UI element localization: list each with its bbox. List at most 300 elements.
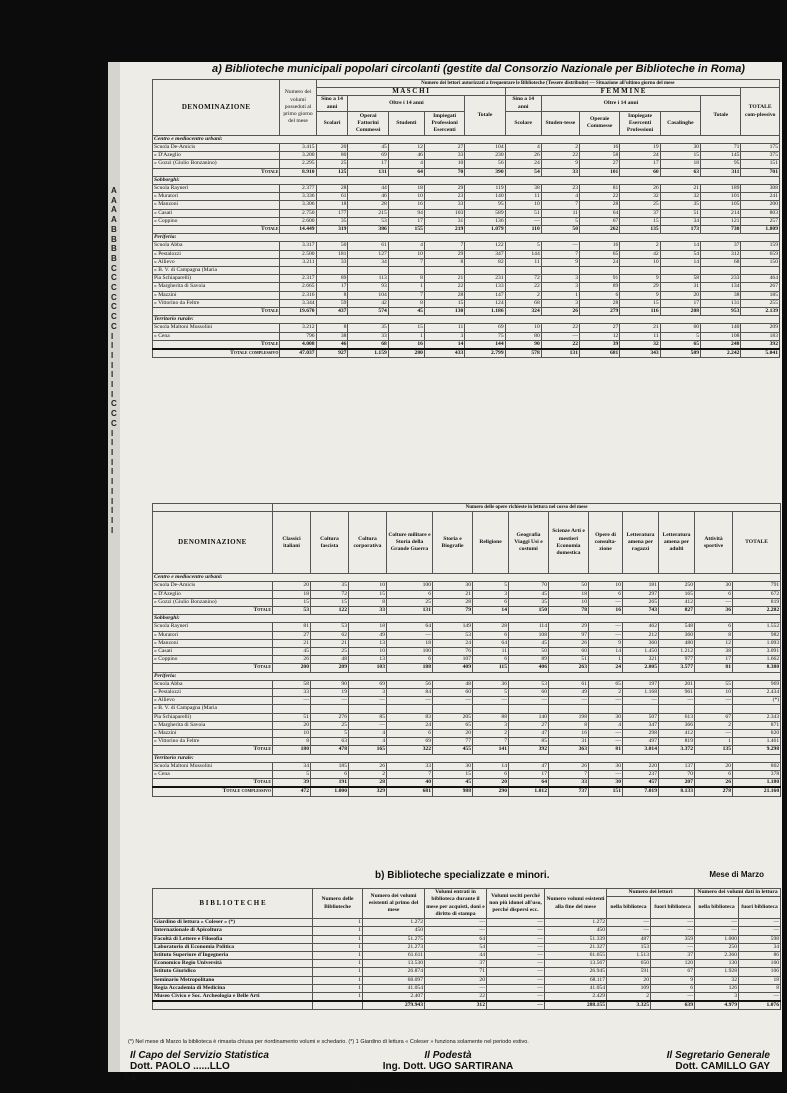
cell: 212: [623, 631, 659, 639]
cell: 279: [579, 308, 619, 316]
cell: 20: [473, 779, 509, 788]
cell: 23: [541, 185, 579, 193]
t1-col-volumi: Numero dei volumi posseduti al primo giorno del mese: [280, 80, 316, 136]
cell: 290: [473, 787, 509, 796]
t1-col-maschi: M A S C H I: [316, 88, 505, 96]
cell: 375: [741, 152, 780, 160]
cell: 53: [433, 631, 473, 639]
page-number: 64: [124, 1072, 137, 1084]
cell: 28: [316, 185, 348, 193]
cell: 97: [549, 631, 589, 639]
cell: —: [487, 927, 545, 935]
works-total-row: [153, 779, 781, 788]
works-row: [153, 582, 781, 590]
cell: 133: [465, 283, 505, 291]
cell: 89: [316, 275, 348, 283]
margin-letter: A: [111, 186, 117, 195]
cell: 366: [659, 721, 695, 729]
library-row: [153, 919, 781, 927]
readers-group-row: [153, 176, 780, 184]
footnote: (*) Nel mese di Marzo la biblioteca è rimasta chiusa per riordinamento volumi e schedario. (*) 1 Giardino di lettura « Coleser » funziona solamente nel periodo estivo.: [128, 1039, 529, 1045]
cell: 3.212: [280, 324, 316, 332]
cell: 1: [313, 952, 363, 960]
cell: 10: [620, 258, 660, 266]
cell: 13.567: [545, 960, 607, 968]
library-name: Seminario Metropolitano: [153, 976, 313, 984]
cell: 35: [316, 217, 348, 225]
cell: 44: [348, 185, 388, 193]
cell: 91: [579, 275, 619, 283]
cell: 2: [349, 771, 387, 779]
cell: 20: [433, 730, 473, 738]
cell: 33: [424, 201, 464, 209]
cell: [701, 267, 741, 275]
cell: 1.000: [695, 935, 739, 943]
cell: —: [433, 697, 473, 705]
cell: 85: [349, 713, 387, 721]
margin-letters: [111, 186, 119, 535]
cell: 29: [620, 283, 660, 291]
library-row: [153, 943, 781, 951]
row-label: » Muratori: [153, 193, 280, 201]
margin-letter: I: [111, 447, 114, 457]
cell: 79: [433, 607, 473, 615]
cell: —: [651, 993, 695, 1002]
cell: 71: [425, 968, 487, 976]
cell: 23: [424, 193, 464, 201]
margin-letter: I: [111, 486, 114, 496]
cell: 32: [660, 193, 700, 201]
cell: 21.273: [363, 943, 425, 951]
cell: 8: [739, 984, 781, 992]
cell: 37: [651, 952, 695, 960]
cell: 35: [660, 201, 700, 209]
works-row: [153, 705, 781, 713]
t2-col-religione: Religione: [473, 512, 509, 574]
cell: 68.097: [363, 976, 425, 984]
cell: 32: [620, 340, 660, 349]
cell: 18: [549, 590, 589, 598]
cell: 131: [387, 607, 433, 615]
cell: 67: [579, 217, 619, 225]
cell: 497: [623, 738, 659, 746]
cell: 101: [701, 193, 741, 201]
cell: 312: [425, 1001, 487, 1010]
cell: 1: [313, 935, 363, 943]
cell: 3.306: [280, 201, 316, 209]
signature-center: [348, 1050, 548, 1072]
works-table: [152, 503, 781, 797]
cell: 28: [424, 291, 464, 299]
cell: 14: [473, 762, 509, 770]
cell: 60: [620, 168, 660, 176]
cell: 46: [348, 193, 388, 201]
cell: 16: [579, 242, 619, 250]
t2-col-scienze: Scienze Arti e mestieri Economia domestica: [549, 512, 589, 574]
cell: 6: [387, 590, 433, 598]
cell: 1.186: [465, 308, 505, 316]
works-group-row: [153, 754, 781, 762]
cell: 20: [316, 144, 348, 152]
cell: 827: [659, 607, 695, 615]
cell: 1.159: [348, 349, 388, 358]
cell: 64: [387, 623, 433, 631]
cell: 233: [701, 275, 741, 283]
cell: 136: [465, 217, 505, 225]
cell: 151: [589, 787, 623, 796]
cell: 8.910: [280, 168, 316, 176]
cell: —: [589, 623, 623, 631]
readers-total-row: [153, 340, 780, 349]
cell: 63: [311, 738, 349, 746]
cell: 197: [623, 680, 659, 688]
row-label: » Vittorino da Feltre: [153, 738, 273, 746]
cell: 54: [505, 168, 541, 176]
margin-letter: C: [111, 418, 117, 428]
cell: 2.242: [701, 349, 741, 358]
cell: 478: [311, 746, 349, 754]
row-label: » Margherita di Savoia: [153, 283, 280, 291]
cell: 2.139: [741, 308, 780, 316]
cell: 2: [695, 721, 733, 729]
signature-center-role: Il Podestà: [424, 1050, 472, 1061]
cell: 108: [701, 332, 741, 340]
row-label: Scuola Rayneri: [153, 185, 280, 193]
cell: —: [473, 697, 509, 705]
readers-row: [153, 299, 780, 307]
cell: 311: [701, 168, 741, 176]
row-label: Totale: [153, 607, 273, 615]
cell: 100: [387, 648, 433, 656]
cell: —: [487, 943, 545, 951]
cell: —: [695, 927, 739, 935]
cell: 8: [349, 598, 387, 606]
library-row: [153, 993, 781, 1002]
cell: 61.611: [363, 952, 425, 960]
cell: [465, 267, 505, 275]
cell: 113: [348, 275, 388, 283]
cell: 2.316: [280, 291, 316, 299]
cell: 51.275: [363, 935, 425, 943]
cell: 209: [311, 664, 349, 672]
cell: 80: [316, 152, 348, 160]
readers-total-row: [153, 168, 780, 176]
cell: 101: [579, 168, 619, 176]
cell: 53: [348, 217, 388, 225]
margin-letter: A: [111, 205, 117, 215]
cell: 3.091: [733, 648, 781, 656]
row-label: Totale complessivo: [153, 349, 280, 358]
cell: [623, 705, 659, 713]
cell: 131: [701, 299, 741, 307]
cell: 39: [273, 779, 311, 788]
cell: 15: [660, 152, 700, 160]
cell: 47: [509, 762, 549, 770]
margin-letter: A: [111, 215, 117, 225]
margin-letter: I: [111, 370, 114, 380]
cell: 81: [695, 664, 733, 672]
works-row: [153, 648, 781, 656]
t2-blank: [153, 504, 273, 512]
cell: 27: [579, 324, 619, 332]
cell: 329: [349, 787, 387, 796]
cell: 165: [349, 746, 387, 754]
cell: —: [589, 631, 623, 639]
cell: 737: [549, 787, 589, 796]
cell: 16: [589, 607, 623, 615]
cell: 802: [733, 762, 781, 770]
cell: 953: [701, 308, 741, 316]
cell: 8: [316, 324, 348, 332]
row-label: Totale: [153, 664, 273, 672]
cell: 927: [316, 349, 348, 358]
signature-right-name: Dott. CAMILLO GAY: [675, 1061, 770, 1072]
cell: 200: [273, 664, 311, 672]
cell: 7: [424, 242, 464, 250]
cell: 16: [579, 144, 619, 152]
margin-letter: C: [111, 321, 117, 331]
cell: 50: [316, 242, 348, 250]
cell: 119: [465, 185, 505, 193]
cell: 69: [348, 152, 388, 160]
works-row: [153, 713, 781, 721]
row-label: Totale: [153, 308, 280, 316]
row-label: Scuola De-Amicis: [153, 144, 280, 152]
row-label: Totale: [153, 746, 273, 754]
margin-letter: I: [111, 350, 114, 360]
cell: 33: [541, 168, 579, 176]
cell: 11: [473, 648, 509, 656]
cell: 4: [505, 144, 541, 152]
row-label: » D'Azeglio: [153, 152, 280, 160]
row-label: Pia Schiaparelli): [153, 713, 273, 721]
cell: 2.343: [733, 713, 781, 721]
cell: 31: [549, 738, 589, 746]
cell: 69: [349, 680, 387, 688]
works-row: [153, 721, 781, 729]
cell: 21: [433, 590, 473, 598]
cell: 149: [433, 623, 473, 631]
cell: 360: [623, 639, 659, 647]
cell: 2: [589, 689, 623, 697]
cell: 33: [273, 689, 311, 697]
cell: 1: [313, 993, 363, 1002]
cell: 18: [316, 201, 348, 209]
cell: 145: [701, 152, 741, 160]
cell: 363: [549, 746, 589, 754]
cell: 64: [509, 779, 549, 788]
readers-total-row: [153, 308, 780, 316]
cell: 26: [549, 762, 589, 770]
cell: 8: [695, 631, 733, 639]
cell: 15: [620, 217, 660, 225]
cell: 160: [739, 960, 781, 968]
cell: 109: [607, 984, 651, 992]
t2-col-denominazione: DENOMINAZIONE: [153, 512, 273, 574]
cell: 80: [505, 332, 541, 340]
cell: 76: [433, 648, 473, 656]
cell: 15: [433, 771, 473, 779]
row-label: Totale: [153, 340, 280, 349]
cell: 120: [651, 960, 695, 968]
cell: —: [607, 919, 651, 927]
library-name: Regia Accademia di Medicina: [153, 984, 313, 992]
cell: 22: [541, 340, 579, 349]
row-label: Totale: [153, 779, 273, 788]
group-label: Periferia:: [153, 234, 780, 242]
cell: 14: [660, 242, 700, 250]
library-row: [153, 927, 781, 935]
cell: 322: [387, 746, 433, 754]
cell: 45: [433, 779, 473, 788]
cell: 124: [465, 299, 505, 307]
cell: 173: [660, 226, 700, 234]
cell: 65: [660, 340, 700, 349]
cell: 15: [620, 299, 660, 307]
signature-center-name: Ing. Dott. UGO SARTIRANA: [382, 1061, 514, 1072]
cell: 2: [607, 993, 651, 1002]
cell: 5: [311, 730, 349, 738]
cell: 5: [505, 242, 541, 250]
cell: 267: [741, 283, 780, 291]
cell: 10: [505, 324, 541, 332]
margin-letter: C: [111, 283, 117, 293]
group-label: Periferia:: [153, 672, 781, 680]
cell: 250: [659, 582, 695, 590]
cell: 7: [541, 201, 579, 209]
readers-row: [153, 258, 780, 266]
cell: 3.325: [607, 1001, 651, 1010]
margin-letter: B: [111, 234, 117, 244]
cell: 47.037: [280, 349, 316, 358]
cell: 28: [348, 201, 388, 209]
cell: 185: [311, 762, 349, 770]
cell: 1.809: [741, 226, 780, 234]
row-label: » Pestalozzi: [153, 250, 280, 258]
t2-col-lett-ragazzi: Letteratura amena per ragazzi: [623, 512, 659, 574]
cell: 53: [311, 623, 349, 631]
cell: 977: [659, 656, 695, 664]
cell: 67: [651, 968, 695, 976]
cell: 472: [273, 787, 311, 796]
cell: 22: [505, 283, 541, 291]
cell: 95: [465, 201, 505, 209]
row-label: » Casati: [153, 209, 280, 217]
cell: 9: [620, 291, 660, 299]
cell: 60: [549, 648, 589, 656]
cell: 308: [741, 185, 780, 193]
cell: 191: [311, 779, 349, 788]
cell: 450: [363, 927, 425, 935]
margin-letter: I: [111, 515, 114, 525]
cell: —: [487, 984, 545, 992]
cell: 83: [387, 713, 433, 721]
cell: 15: [388, 324, 424, 332]
cell: 1.012: [509, 787, 549, 796]
cell: 17: [388, 217, 424, 225]
cell: 13: [349, 656, 387, 664]
cell: 1: [313, 943, 363, 951]
cell: 31: [660, 283, 700, 291]
cell: 17: [660, 299, 700, 307]
works-total-row: [153, 746, 781, 754]
cell: 2.317: [280, 275, 316, 283]
cell: 58: [579, 152, 619, 160]
cell: 279.943: [363, 1001, 425, 1010]
cell: 53: [509, 680, 549, 688]
cell: 28: [433, 598, 473, 606]
cell: —: [589, 771, 623, 779]
cell: 1.212: [659, 648, 695, 656]
readers-row: [153, 267, 780, 275]
cell: 343: [620, 349, 660, 358]
library-row: [153, 984, 781, 992]
cell: 406: [509, 664, 549, 672]
cell: 3.317: [280, 242, 316, 250]
cell: 359: [651, 935, 695, 943]
cell: 11: [541, 209, 579, 217]
cell: 219: [424, 226, 464, 234]
cell: [733, 705, 781, 713]
cell: 28: [349, 779, 387, 788]
cell: 175: [741, 144, 780, 152]
cell: 70: [659, 771, 695, 779]
t1-col-sino14-m: Sino a 14 anni: [316, 96, 348, 111]
cell: 81: [273, 623, 311, 631]
t2-col-fascista: Coltura fascista: [311, 512, 349, 574]
cell: —: [589, 738, 623, 746]
cell: —: [589, 598, 623, 606]
cell: 59: [316, 299, 348, 307]
cell: 21: [620, 324, 660, 332]
cell: 75: [465, 332, 505, 340]
cell: 17: [348, 160, 388, 168]
cell: 6: [695, 623, 733, 631]
group-label: Centro e mediocentro urbani:: [153, 135, 780, 143]
cell: 1: [388, 332, 424, 340]
cell: 81: [579, 185, 619, 193]
cell: 41.054: [545, 984, 607, 992]
cell: 25: [311, 648, 349, 656]
row-label: Totale: [153, 168, 280, 176]
t1-col-studentesse: Studen-tesse: [541, 111, 579, 135]
cell: 56: [387, 680, 433, 688]
cell: 45: [348, 144, 388, 152]
cell: 22: [425, 993, 487, 1002]
cell: 6: [579, 291, 619, 299]
cell: —: [487, 952, 545, 960]
cell: 46: [316, 340, 348, 349]
cell: 4.008: [280, 340, 316, 349]
cell: 61: [549, 680, 589, 688]
cell: 49: [549, 689, 589, 697]
cell: 10: [388, 250, 424, 258]
readers-total-row: [153, 226, 780, 234]
cell: 1.272: [363, 919, 425, 927]
cell: 8.133: [659, 787, 695, 796]
cell: 137: [659, 762, 695, 770]
cell: 2: [620, 242, 660, 250]
cell: 188: [387, 664, 433, 672]
t3-col-bib: B I B L I O T E C H E: [153, 889, 313, 919]
cell: 144: [465, 340, 505, 349]
cell: 6: [473, 598, 509, 606]
cell: [273, 705, 311, 713]
row-label: » Gozzi (Giulio Bonzanino): [153, 160, 280, 168]
cell: 106: [739, 968, 781, 976]
cell: 68.117: [545, 976, 607, 984]
cell: 47: [509, 730, 549, 738]
